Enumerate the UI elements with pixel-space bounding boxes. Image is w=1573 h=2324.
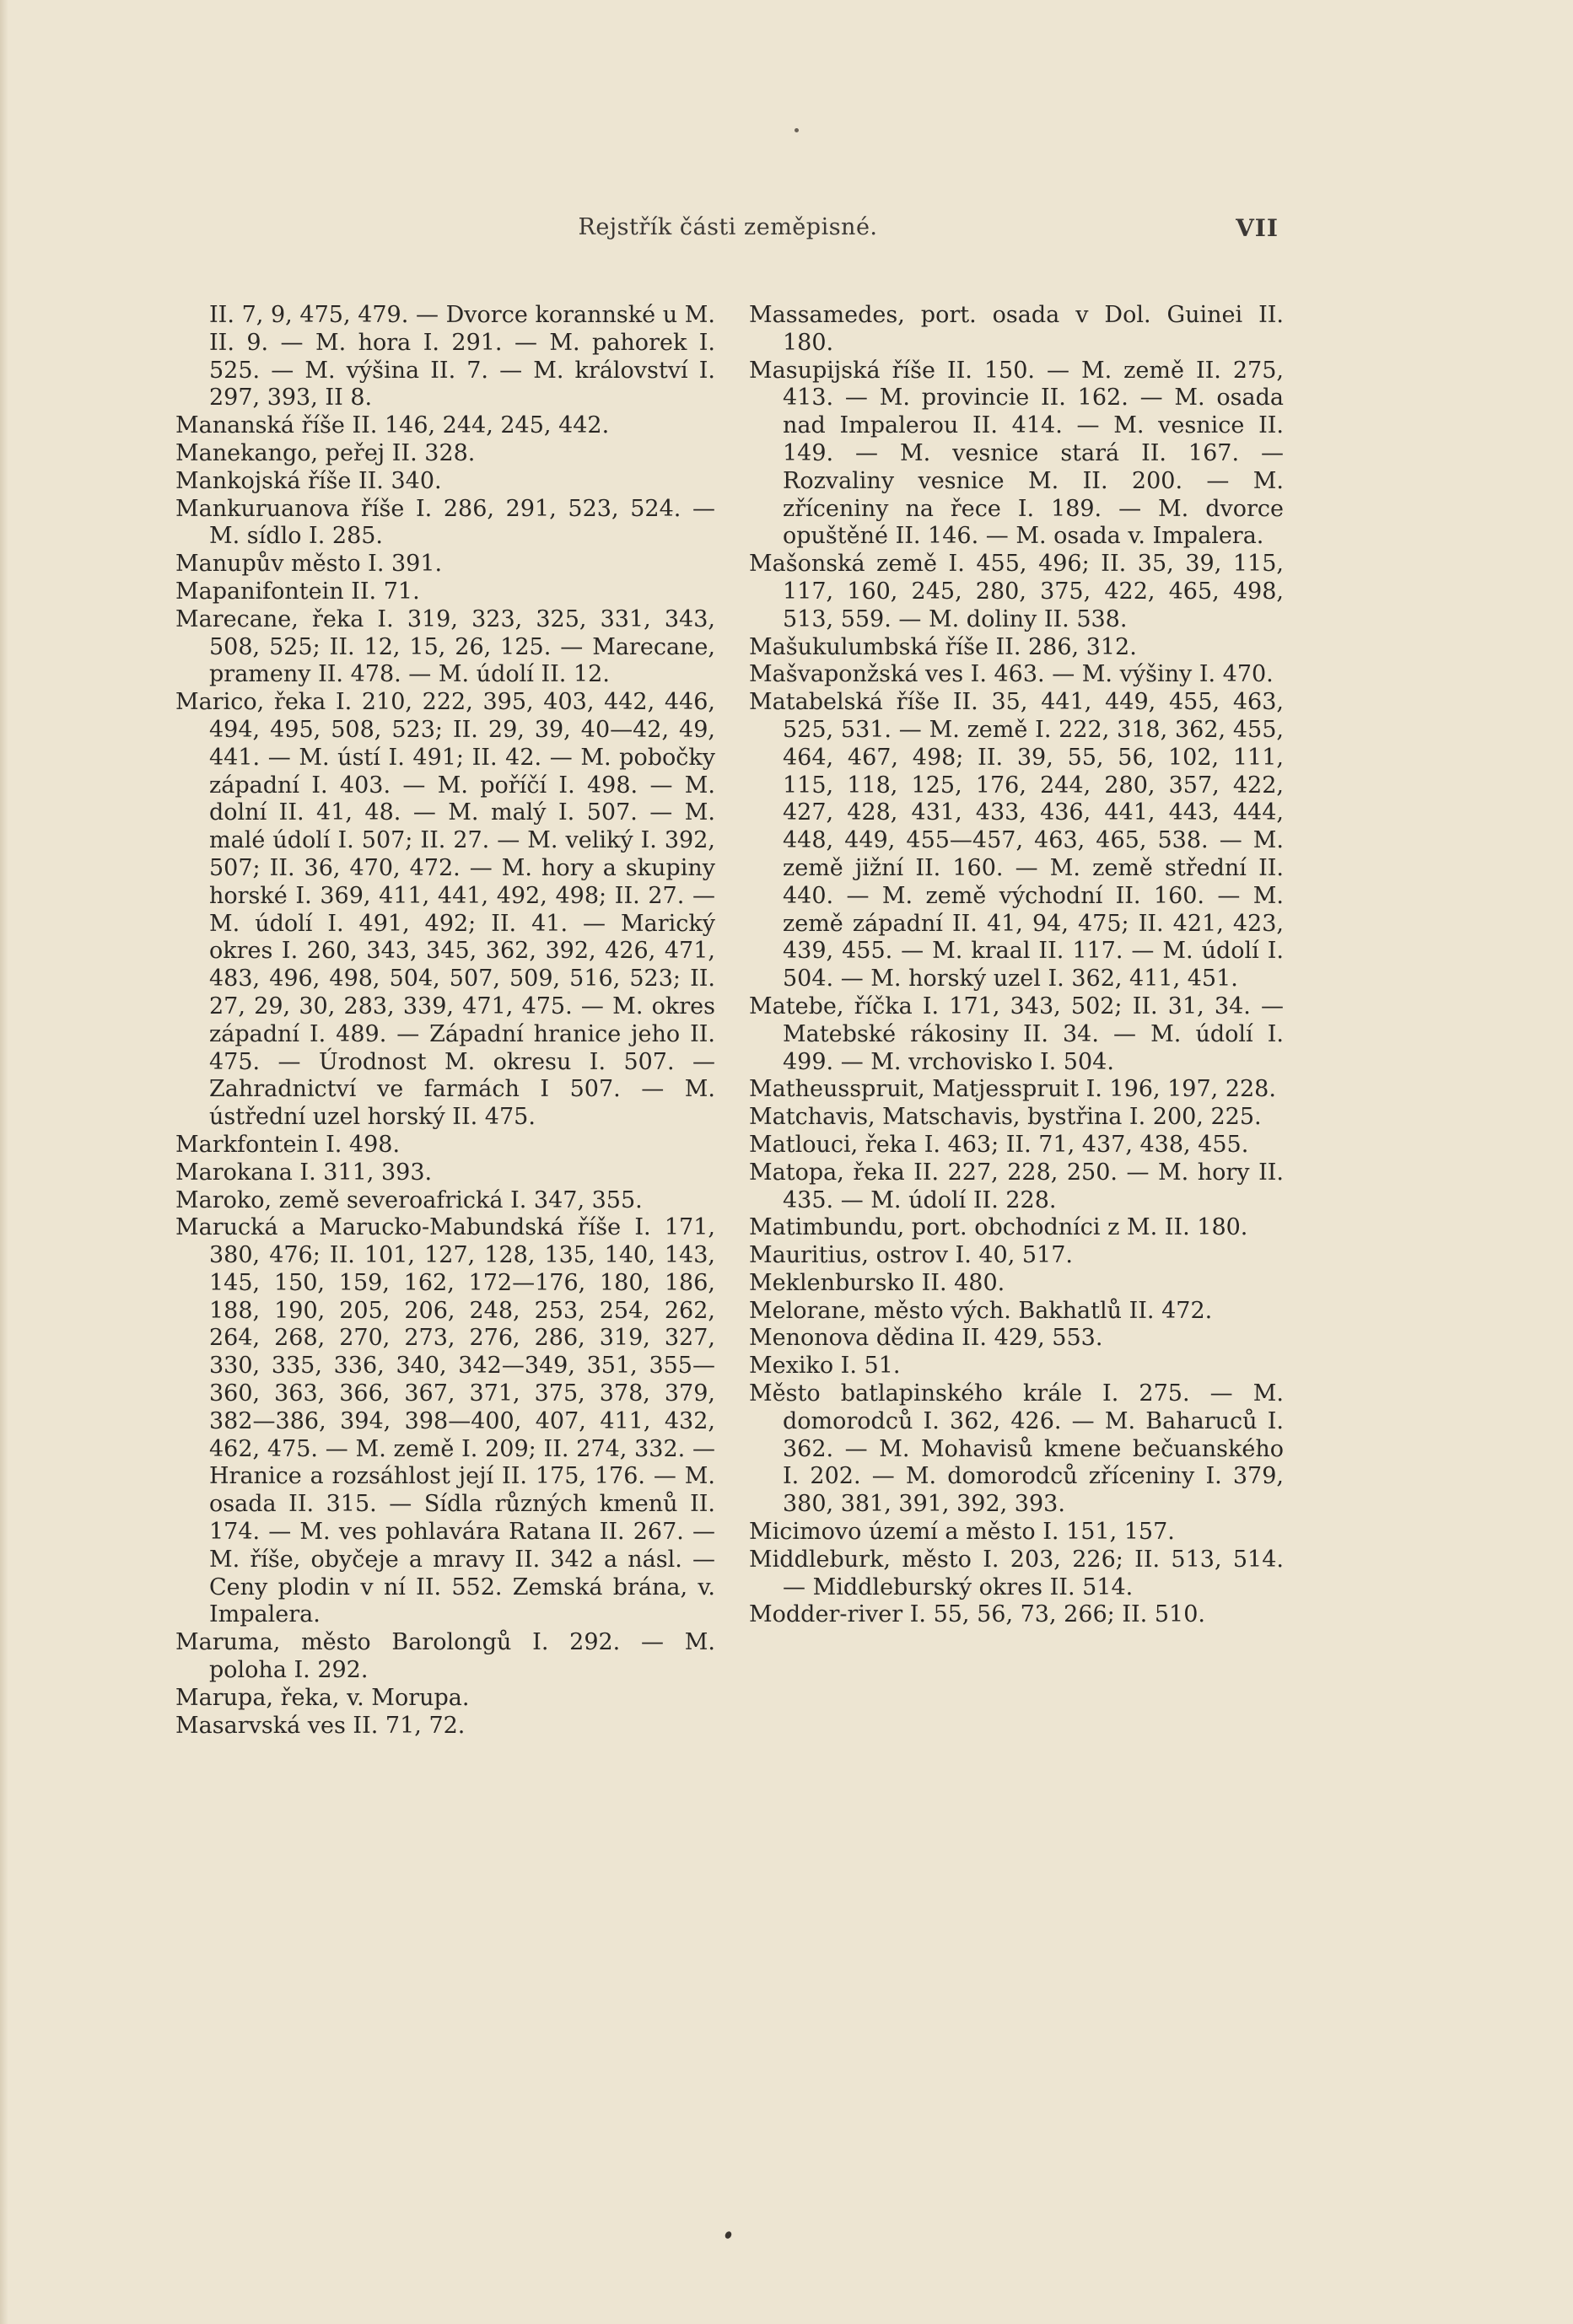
index-entry: II. 7, 9, 475, 479. — Dvorce korannské u M. II. 9. — M. hora I. 291. — M. pahorek I. 525. — M. výšina II. 7. — M. království I. 297, 393, II 8. [209,302,715,412]
index-entry: Město batlapinského krále I. 275. — M. domorodců I. 362, 426. — M. Baharuců I. 362. — M. Mohavisů kmene bečuanského I. 202. — M. domorodců zříceniny I. 379, 380, 381, 391, 392, 393. [749,1380,1284,1518]
index-entry: Matebe, říčka I. 171, 343, 502; II. 31, 34. — Matebské rákosiny II. 34. — M. údolí I. 499. — M. vrchovisko I. 504. [749,993,1284,1075]
index-entry: Maroko, země severoafrická I. 347, 355. [175,1186,643,1213]
index-entry: Middleburk, město I. 203, 226; II. 513, 514. — Middleburský okres II. 514. [749,1546,1284,1600]
index-entry: Matlouci, řeka I. 463; II. 71, 437, 438, 455. [749,1131,1249,1158]
index-entry: Maruma, město Barolongů I. 292. — M. poloha I. 292. [175,1629,715,1684]
index-column-left [175,302,715,1740]
index-entry: Mankuruanova říše I. 286, 291, 523, 524. — M. sídlo I. 285. [175,495,715,550]
index-entry: Mapanifontein II. 71. [175,578,420,605]
index-entry: Melorane, město vých. Bakhatlů II. 472. [749,1297,1213,1324]
index-entry: Marokana I. 311, 393. [175,1159,433,1186]
index-entry: Matopa, řeka II. 227, 228, 250. — M. hory II. 435. — M. údolí II. 228. [749,1159,1284,1213]
page-number: VII [1236,214,1279,242]
ink-speck [724,2230,733,2240]
running-title: Rejstřík části zeměpisné. [578,214,878,240]
index-entry: Mašvaponžská ves I. 463. — M. výšiny I. 470. [749,661,1274,688]
index-entry: Menonova dědina II. 429, 553. [749,1325,1103,1352]
index-entry: Mašukulumbská říše II. 286, 312. [749,633,1137,660]
index-entry: Matheusspruit, Matjesspruit I. 196, 197, 228. [749,1076,1276,1103]
page-edge [0,0,8,2324]
index-entry: Masarvská ves II. 71, 72. [175,1712,466,1739]
index-entry: Matimbundu, port. obchodníci z M. II. 180. [749,1214,1248,1241]
index-entry: Marecane, řeka I. 319, 323, 325, 331, 343, 508, 525; II. 12, 15, 26, 125. — Marecane, prameny II. 478. — M. údolí II. 12. [175,605,715,688]
index-entry: Mauritius, ostrov I. 40, 517. [749,1242,1073,1269]
index-entry: Modder-river I. 55, 56, 73, 266; II. 510. [749,1601,1205,1628]
index-entry: Massamedes, port. osada v Dol. Guinei II. 180. [749,302,1284,356]
index-entry: Marupa, řeka, v. Morupa. [175,1684,470,1711]
index-entry: Mexiko I. 51. [749,1353,901,1380]
index-entry: Meklenbursko II. 480. [749,1269,1005,1296]
index-entry: Marucká a Marucko-Mabundská říše I. 171, 380, 476; II. 101, 127, 128, 135, 140, 143, 145, 150, 159, 162, 172—176, 180, 186, 188, 190, 205, 206, 248, 253, 254, 262, 264, 268, 270, 273, 276, 286, 319, 327, 330, 335, 336, 340, 342—349, 351, 355—360, 363, 366, 367, 371, 375, 378, 379, 382—386, 394, 398—400, 407, 411, 432, 462, 475. — M. země I. 209; II. 274, 332. — Hranice a rozsáhlost její II. 175, 176. — M. osada II. 315. — Sídla různých kmenů II. 174. — M. ves pohlavára Ratana II. 267. — M. říše, obyčeje a mravy II. 342 a násl. — Ceny plodin v ní II. 552. Zemská brána, v. Impalera. [175,1214,715,1628]
index-entry: Mašonská země I. 455, 496; II. 35, 39, 115, 117, 160, 245, 280, 375, 422, 465, 498, 513, 559. — M. doliny II. 538. [749,551,1284,632]
index-entry: Mananská říše II. 146, 244, 245, 442. [175,412,610,439]
index-entry: Markfontein I. 498. [175,1131,401,1158]
index-entry: Marico, řeka I. 210, 222, 395, 403, 442, 446, 494, 495, 508, 523; II. 29, 39, 40—42, 49, 441. — M. ústí I. 491; II. 42. — M. pobočky západní I. 403. — M. poříčí I. 498. — M. dolní II. 41, 48. — M. malý I. 507. — M. malé údolí I. 507; II. 27. — M. veliký I. 392, 507; II. 36, 470, 472. — M. hory a skupiny horské I. 369, 411, 441, 492, 498; II. 27. — M. údolí I. 491, 492; II. 41. — Marický okres I. 260, 343, 345, 362, 392, 426, 471, 483, 496, 498, 504, 507, 509, 516, 523; II. 27, 29, 30, 283, 339, 471, 475. — M. okres západní I. 489. — Západní hranice jeho II. 475. — Úrodnost M. okresu I. 507. — Zahradnictví ve farmách I 507. — M. ústřední uzel horský II. 475. [175,689,715,1131]
index-entry: Manekango, peřej II. 328. [175,439,476,466]
index-entry: Matabelská říše II. 35, 441, 449, 455, 463, 525, 531. — M. země I. 222, 318, 362, 455, 464, 467, 498; II. 39, 55, 56, 102, 111, 115, 118, 125, 176, 244, 280, 357, 422, 427, 428, 431, 433, 436, 441, 443, 444, 448, 449, 455—457, 463, 465, 538. — M. země jižní II. 160. — M. země střední II. 440. — M. země východní II. 160. — M. země západní II. 41, 94, 475; II. 421, 423, 439, 455. — M. kraal II. 117. — M. údolí I. 504. — M. horský uzel I. 362, 411, 451. [749,689,1284,993]
index-entry: Micimovo území a město I. 151, 157. [749,1519,1175,1546]
index-entry: Manupův město I. 391. [175,551,443,578]
ink-speck [795,128,799,132]
index-entry: Mankojská říše II. 340. [175,467,442,494]
index-entry: Matchavis, Matschavis, bystřina I. 200, 225. [749,1104,1262,1131]
page-header [177,214,1279,245]
index-entry: Masupijská říše II. 150. — M. země II. 275, 413. — M. provincie II. 162. — M. osada nad Impalerou II. 414. — M. vesnice II. 149. — M. vesnice stará II. 167. — Rozvaliny vesnice M. II. 200. — M. zříceniny na řece I. 189. — M. dvorce opuštěné II. 146. — M. osada v. Impalera. [749,357,1284,550]
index-column-right [749,302,1284,1629]
